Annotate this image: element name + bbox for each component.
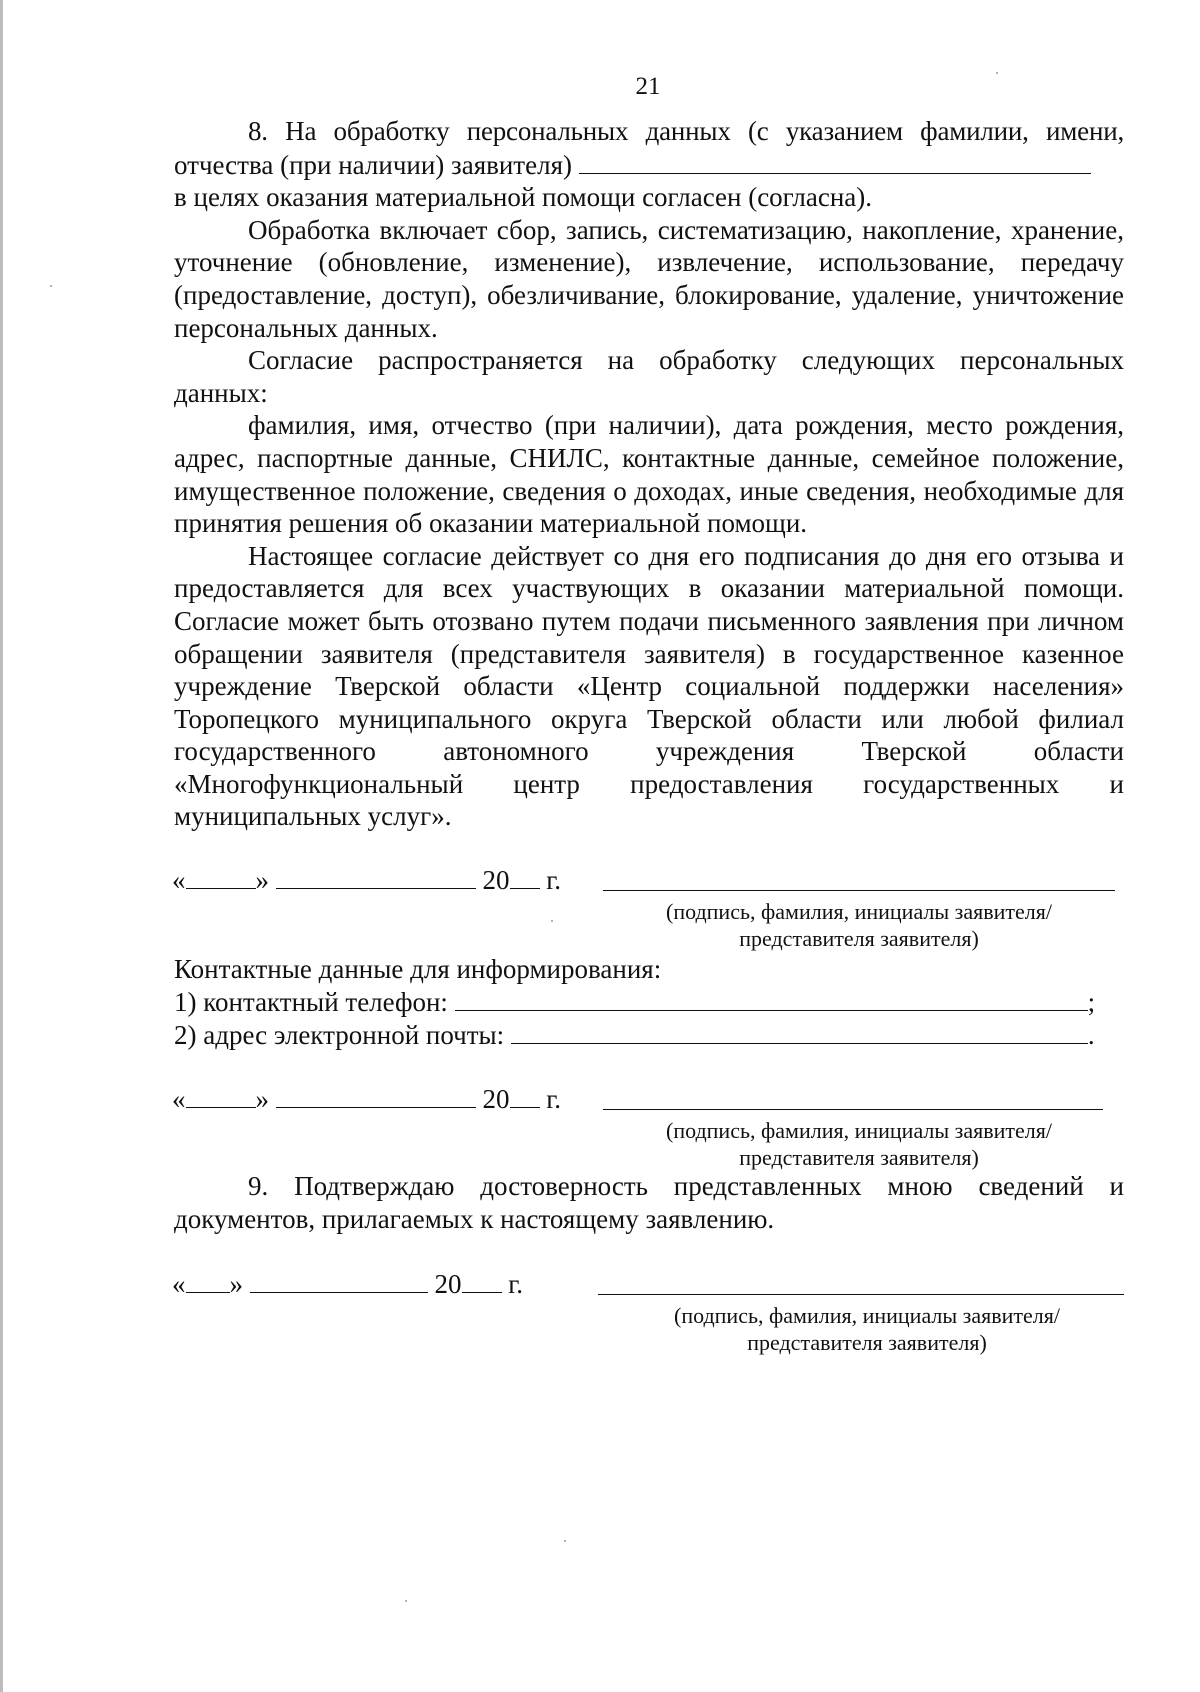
contacts-heading: Контактные данные для информирования: <box>174 954 662 984</box>
scan-speck <box>564 1540 566 1542</box>
day-field-3[interactable] <box>186 1268 230 1293</box>
month-field-1[interactable] <box>276 864 476 889</box>
email-row <box>174 1019 1095 1051</box>
close-quote: » <box>229 1269 243 1299</box>
scan-speck <box>996 72 998 74</box>
open-quote: « <box>172 1269 186 1299</box>
processing-paragraph: Обработка включает сбор, запись, систематизацию, накопление, хранение, уточнение (обновление, изменение), извлечение, использование, передачу (предоставление, доступ), обезличивание, блокирование, удаление, уничтожение персональных данных. <box>174 214 1124 343</box>
close-quote: » <box>255 865 269 895</box>
year-field-2[interactable] <box>510 1083 540 1108</box>
data-list-paragraph: фамилия, имя, отчество (при наличии), дата рождения, место рождения, адрес, паспортные данные, СНИЛС, контактные данные, семейное положение, имущественное положение, сведения о доходах, иные сведения, необходимые для принятия решения об оказании материальной помощи. <box>174 410 1124 539</box>
signature-date-1 <box>172 864 561 896</box>
page-number: 21 <box>635 73 661 100</box>
applicant-name-field[interactable] <box>579 148 1091 174</box>
year-suffix: г. <box>546 865 562 895</box>
close-quote: » <box>255 1084 269 1114</box>
day-field-1[interactable] <box>186 864 256 889</box>
signature-caption-3-line-2: представителя заявителя) <box>747 1330 987 1355</box>
signature-caption-2-line-1: (подпись, фамилия, инициалы заявителя/ <box>666 1118 1052 1143</box>
year-prefix: 20 <box>482 865 510 895</box>
signature-line-1[interactable] <box>603 890 1115 891</box>
signature-caption-1-line-2: представителя заявителя) <box>739 926 979 951</box>
day-field-2[interactable] <box>186 1083 256 1108</box>
year-field-3[interactable] <box>462 1268 502 1293</box>
signature-caption-3-line-1: (подпись, фамилия, инициалы заявителя/ <box>674 1303 1060 1328</box>
signature-line-2[interactable] <box>603 1109 1103 1110</box>
applicant-name-label: отчества (при наличии) заявителя) <box>174 149 572 180</box>
year-field-1[interactable] <box>510 864 540 889</box>
signature-date-2 <box>172 1083 561 1115</box>
year-suffix: г. <box>508 1269 524 1299</box>
phone-field[interactable] <box>455 986 1088 1011</box>
section-9-text: 9. Подтверждаю достоверность представленных мною сведений и документов, прилагаемых к настоящему заявлению. <box>174 1171 1124 1234</box>
scan-edge <box>0 0 3 1692</box>
phone-row <box>174 986 1095 1018</box>
open-quote: « <box>172 1084 186 1114</box>
signature-caption-1-line-1: (подпись, фамилия, инициалы заявителя/ <box>666 899 1052 924</box>
signature-caption-2-line-2: представителя заявителя) <box>739 1145 979 1170</box>
phone-end: ; <box>1087 987 1096 1017</box>
signature-line-3[interactable] <box>598 1294 1124 1295</box>
email-end: . <box>1087 1020 1095 1050</box>
scan-speck <box>50 285 52 287</box>
validity-paragraph: Настоящее согласие действует со дня его подписания до дня его отзыва и предоставляется для всех участвующих в оказании материальной помощи. Согласие может быть отозвано путем подачи письменного заявления при личном обращении заявителя (представителя заявителя) в государственное казенное учреждение Тверской области «Центр социальной поддержки населения» Торопецкого муниципального округа Тверской области или любой филиал государственного автономного учреждения Тверской области «Многофункциональный центр предоставления государственных и муниципальных услуг». <box>174 540 1124 832</box>
section-8-line-2 <box>174 148 1124 182</box>
phone-label: 1) контактный телефон: <box>174 987 448 1017</box>
month-field-3[interactable] <box>250 1268 428 1293</box>
email-field[interactable] <box>511 1019 1088 1044</box>
year-prefix: 20 <box>434 1269 462 1299</box>
scan-speck <box>551 920 553 922</box>
section-8-line-3: в целях оказания материальной помощи согласен (согласна). <box>174 182 873 213</box>
scan-speck <box>405 1600 407 1602</box>
year-suffix: г. <box>546 1084 562 1114</box>
section-8-line-1: 8. На обработку персональных данных (с указанием фамилии, имени, <box>248 116 1124 146</box>
open-quote: « <box>172 865 186 895</box>
month-field-2[interactable] <box>276 1083 476 1108</box>
consent-scope-paragraph: Согласие распространяется на обработку следующих персональных данных: <box>174 345 1124 408</box>
signature-date-3 <box>172 1268 523 1300</box>
year-prefix: 20 <box>482 1084 510 1114</box>
section-8 <box>174 115 1124 833</box>
email-label: 2) адрес электронной почты: <box>174 1020 505 1050</box>
section-9 <box>174 1170 1124 1235</box>
